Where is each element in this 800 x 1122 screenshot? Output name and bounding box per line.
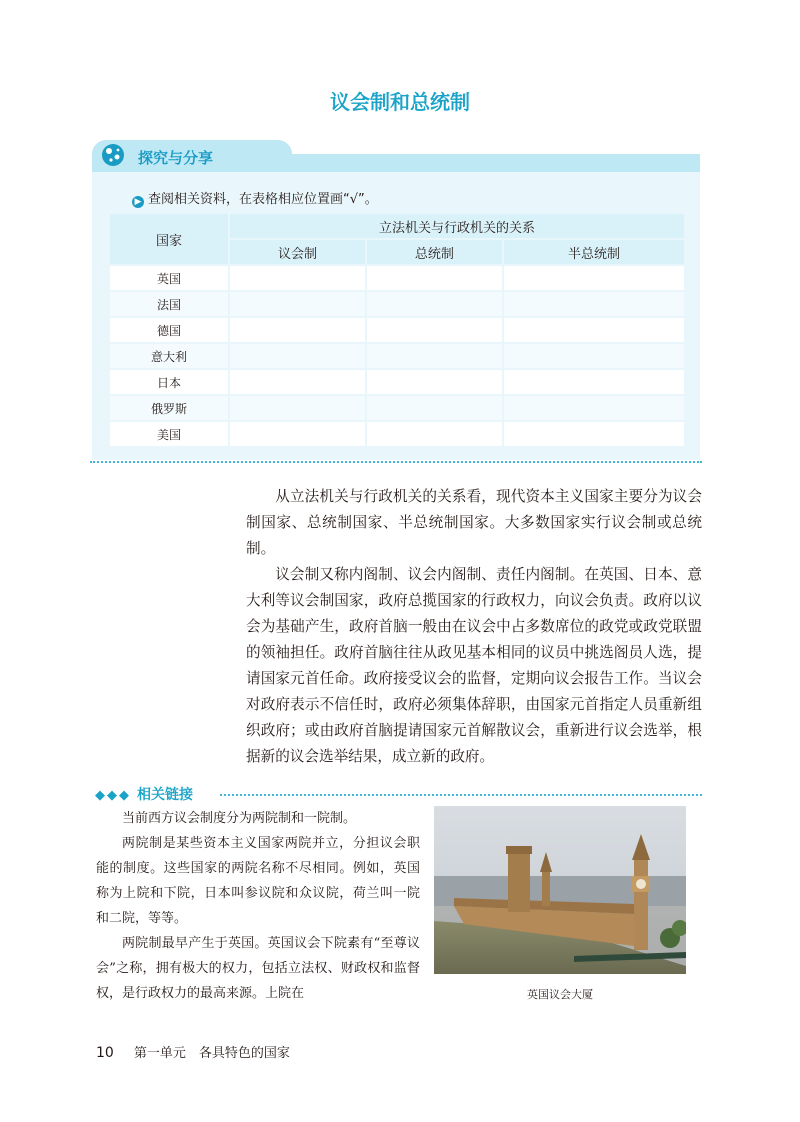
col-country-header: 国家 bbox=[110, 214, 228, 264]
empty-cell[interactable] bbox=[367, 370, 502, 394]
paragraph: 两院制是某些资本主义国家两院并立，分担议会职能的制度。这些国家的两院名称不尽相同。例如，英国称为上院和下院，日本叫参议院和众议院，荷兰叫一院和二院，等等。 bbox=[96, 836, 420, 926]
empty-cell[interactable] bbox=[367, 266, 502, 290]
table-row bbox=[110, 266, 684, 290]
arrow-bullet-icon: ▶ bbox=[132, 196, 144, 208]
page-title: 议会制和总统制 bbox=[330, 90, 470, 114]
empty-cell[interactable] bbox=[367, 396, 502, 420]
empty-cell[interactable] bbox=[504, 344, 684, 368]
table-row bbox=[110, 396, 684, 420]
empty-cell[interactable] bbox=[230, 344, 365, 368]
paragraph: 议会制又称内阁制、议会内阁制、责任内阁制。在英国、日本、意大利等议会制国家，政府总揽国家的行政权力，向议会负责。政府以议会为基础产生，政府首脑一般由在议会中占多数席位的政党或政党联盟的领袖担任。政府首脑往往从政见基本相同的议员中挑选阁员人选，提请国家元首任命。政府接受议会的监督，定期向议会报告工作。当议会对政府表示不信任时，政府必须集体辞职，由国家元首指定人员重新组织政府；或由政府首脑提请国家元首解散议会，重新进行议会选举，根据新的议会选举结果，成立新的政府。 bbox=[246, 566, 702, 765]
empty-cell[interactable] bbox=[230, 396, 365, 420]
explore-tab-extension bbox=[282, 154, 700, 172]
empty-cell[interactable] bbox=[230, 292, 365, 316]
table-row bbox=[110, 292, 684, 316]
comparison-table bbox=[108, 212, 686, 448]
unit-title: 第一单元 各具特色的国家 bbox=[133, 1046, 290, 1061]
country-cell: 俄罗斯 bbox=[110, 396, 228, 420]
section-divider bbox=[90, 461, 702, 463]
table-row bbox=[110, 370, 684, 394]
empty-cell[interactable] bbox=[504, 266, 684, 290]
country-cell: 美国 bbox=[110, 422, 228, 446]
empty-cell[interactable] bbox=[230, 370, 365, 394]
country-cell: 日本 bbox=[110, 370, 228, 394]
empty-cell[interactable] bbox=[230, 318, 365, 342]
diamond-icon: ◆◆◆ bbox=[95, 788, 131, 803]
explore-title: 探究与分享 bbox=[138, 149, 214, 167]
dotted-rule bbox=[220, 794, 702, 796]
empty-cell[interactable] bbox=[230, 422, 365, 446]
paragraph: 两院制最早产生于英国。英国议会下院素有“至尊议会”之称，拥有极大的权力，包括立法权、财政权和监督权，是行政权力的最高来源。上院在 bbox=[96, 936, 420, 1001]
empty-cell[interactable] bbox=[504, 370, 684, 394]
photo-caption: 英国议会大厦 bbox=[527, 988, 593, 1001]
paragraph: 当前西方议会制度分为两院制和一院制。 bbox=[122, 811, 357, 826]
col-header: 议会制 bbox=[230, 240, 365, 264]
empty-cell[interactable] bbox=[504, 318, 684, 342]
country-cell: 英国 bbox=[110, 266, 228, 290]
explore-instruction bbox=[132, 188, 378, 208]
group-header: 立法机关与行政机关的关系 bbox=[230, 214, 684, 238]
instruction-text: 查阅相关资料，在表格相应位置画“√”。 bbox=[148, 192, 378, 207]
table-row bbox=[110, 422, 684, 446]
empty-cell[interactable] bbox=[367, 422, 502, 446]
empty-cell[interactable] bbox=[367, 344, 502, 368]
page-number: 10 bbox=[96, 1045, 114, 1061]
parliament-photo bbox=[434, 806, 686, 974]
table-row bbox=[110, 318, 684, 342]
empty-cell[interactable] bbox=[230, 266, 365, 290]
col-header: 总统制 bbox=[367, 240, 502, 264]
col-header: 半总统制 bbox=[504, 240, 684, 264]
related-link-title: 相关链接 bbox=[137, 787, 193, 803]
empty-cell[interactable] bbox=[367, 292, 502, 316]
empty-cell[interactable] bbox=[504, 422, 684, 446]
country-cell: 德国 bbox=[110, 318, 228, 342]
empty-cell[interactable] bbox=[504, 292, 684, 316]
page-footer bbox=[96, 1042, 290, 1061]
explore-share-box bbox=[92, 140, 700, 460]
empty-cell[interactable] bbox=[504, 396, 684, 420]
country-cell: 意大利 bbox=[110, 344, 228, 368]
table-row bbox=[110, 344, 684, 368]
globe-icon bbox=[100, 142, 126, 168]
main-text bbox=[246, 484, 702, 770]
related-link-header bbox=[95, 784, 702, 804]
related-text bbox=[96, 806, 420, 1006]
empty-cell[interactable] bbox=[367, 318, 502, 342]
paragraph: 从立法机关与行政机关的关系看，现代资本主义国家主要分为议会制国家、总统制国家、半总统制国家。大多数国家实行议会制或总统制。 bbox=[246, 488, 702, 557]
country-cell: 法国 bbox=[110, 292, 228, 316]
